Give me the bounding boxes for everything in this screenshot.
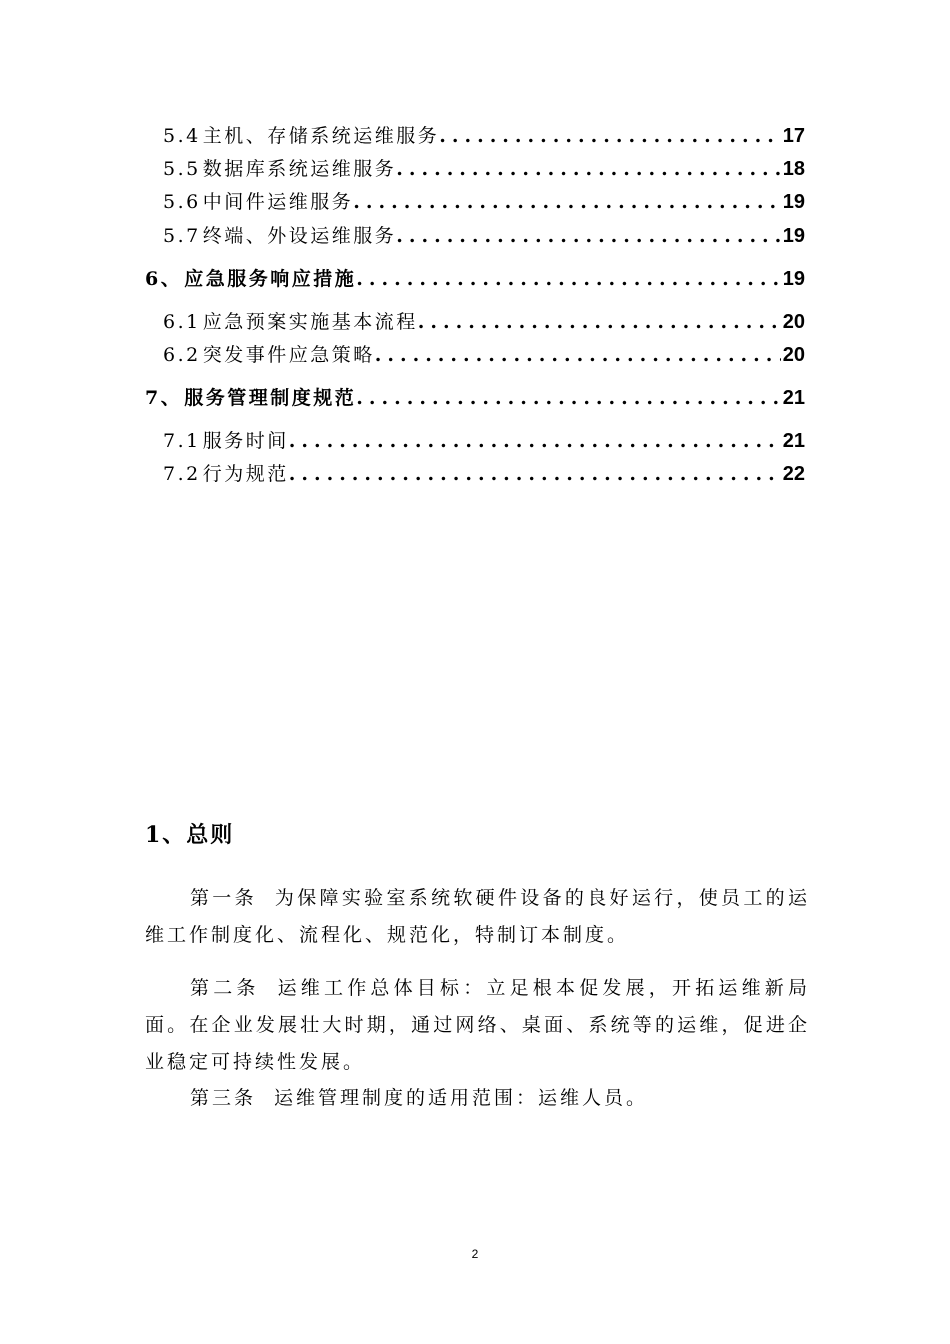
- toc-entry-page: 19: [782, 225, 805, 247]
- toc-entry-page: 19: [782, 191, 805, 213]
- toc-entry-title: 应急服务响应措施: [184, 268, 357, 290]
- toc-entry[interactable]: [163, 221, 805, 251]
- toc-entry[interactable]: [163, 340, 805, 370]
- toc-leader-dots: [353, 187, 781, 217]
- toc-entry[interactable]: [163, 187, 805, 217]
- toc-entry[interactable]: [163, 154, 805, 184]
- toc-entry-title: 服务时间: [202, 430, 289, 452]
- toc-entry-number: 7.2: [163, 463, 201, 485]
- toc-entry-page: 18: [782, 158, 805, 180]
- toc-entry-title: 突发事件应急策略: [202, 344, 375, 366]
- toc-entry-page: 20: [782, 344, 805, 366]
- toc-entry-number: 5.4: [163, 125, 201, 147]
- toc-entry-page: 21: [782, 387, 805, 409]
- toc-entry-number: 7.1: [163, 430, 201, 452]
- toc-entry-number: 6、: [145, 268, 183, 290]
- article-paragraph: [145, 1080, 810, 1117]
- toc-entry-chapter[interactable]: [145, 264, 805, 294]
- page-number: 2: [471, 1247, 479, 1261]
- toc-leader-dots: [418, 307, 781, 337]
- toc-entry-title: 终端、外设运维服务: [202, 225, 397, 247]
- toc-entry[interactable]: [163, 459, 805, 489]
- toc-leader-dots: [396, 154, 781, 184]
- toc-leader-dots: [375, 340, 781, 370]
- toc-entry-title: 行为规范: [202, 463, 289, 485]
- toc-entry[interactable]: [163, 121, 805, 151]
- toc-entry-page: 22: [782, 463, 805, 485]
- toc-entry-page: 17: [782, 125, 805, 147]
- article-text: 为保障实验室系统软硬件设备的良好运行，使员工的运维工作制度化、流程化、规范化，特制订本制度。: [145, 887, 810, 946]
- article-label: 第三条: [190, 1087, 257, 1109]
- toc-leader-dots: [356, 383, 781, 413]
- toc-leader-dots: [439, 121, 781, 151]
- toc-entry[interactable]: [163, 307, 805, 337]
- toc-leader-dots: [289, 459, 781, 489]
- article-paragraph: [145, 970, 810, 1081]
- toc-entry-number: 5.6: [163, 191, 201, 213]
- toc-entry-number: 5.5: [163, 158, 201, 180]
- toc-entry-page: 21: [782, 430, 805, 452]
- toc-entry-title: 主机、存储系统运维服务: [202, 125, 440, 147]
- article-paragraph: [145, 880, 810, 954]
- toc-entry-title: 服务管理制度规范: [184, 387, 357, 409]
- article-text: 运维工作总体目标：立足根本促发展，开拓运维新局面。在企业发展壮大时期，通过网络、桌面、系统等的运维，促进企业稳定可持续性发展。: [145, 977, 810, 1073]
- article-label: 第二条: [190, 977, 260, 999]
- article-label: 第一条: [190, 887, 257, 909]
- toc-leader-dots: [289, 426, 781, 456]
- toc-entry-chapter[interactable]: [145, 383, 805, 413]
- toc-entry-number: 7、: [145, 387, 183, 409]
- article-text: 运维管理制度的适用范围：运维人员。: [274, 1087, 649, 1109]
- toc-entry-title: 数据库系统运维服务: [202, 158, 397, 180]
- toc-entry-page: 20: [782, 311, 805, 333]
- toc-entry-number: 6.1: [163, 311, 201, 333]
- toc-entry[interactable]: [163, 426, 805, 456]
- toc-entry-number: 5.7: [163, 225, 201, 247]
- toc-leader-dots: [356, 264, 781, 294]
- toc-leader-dots: [396, 221, 781, 251]
- toc-entry-title: 中间件运维服务: [202, 191, 354, 213]
- section-heading: 1、总则: [145, 822, 235, 848]
- toc-entry-title: 应急预案实施基本流程: [202, 311, 418, 333]
- toc-entry-number: 6.2: [163, 344, 201, 366]
- toc-entry-page: 19: [782, 268, 805, 290]
